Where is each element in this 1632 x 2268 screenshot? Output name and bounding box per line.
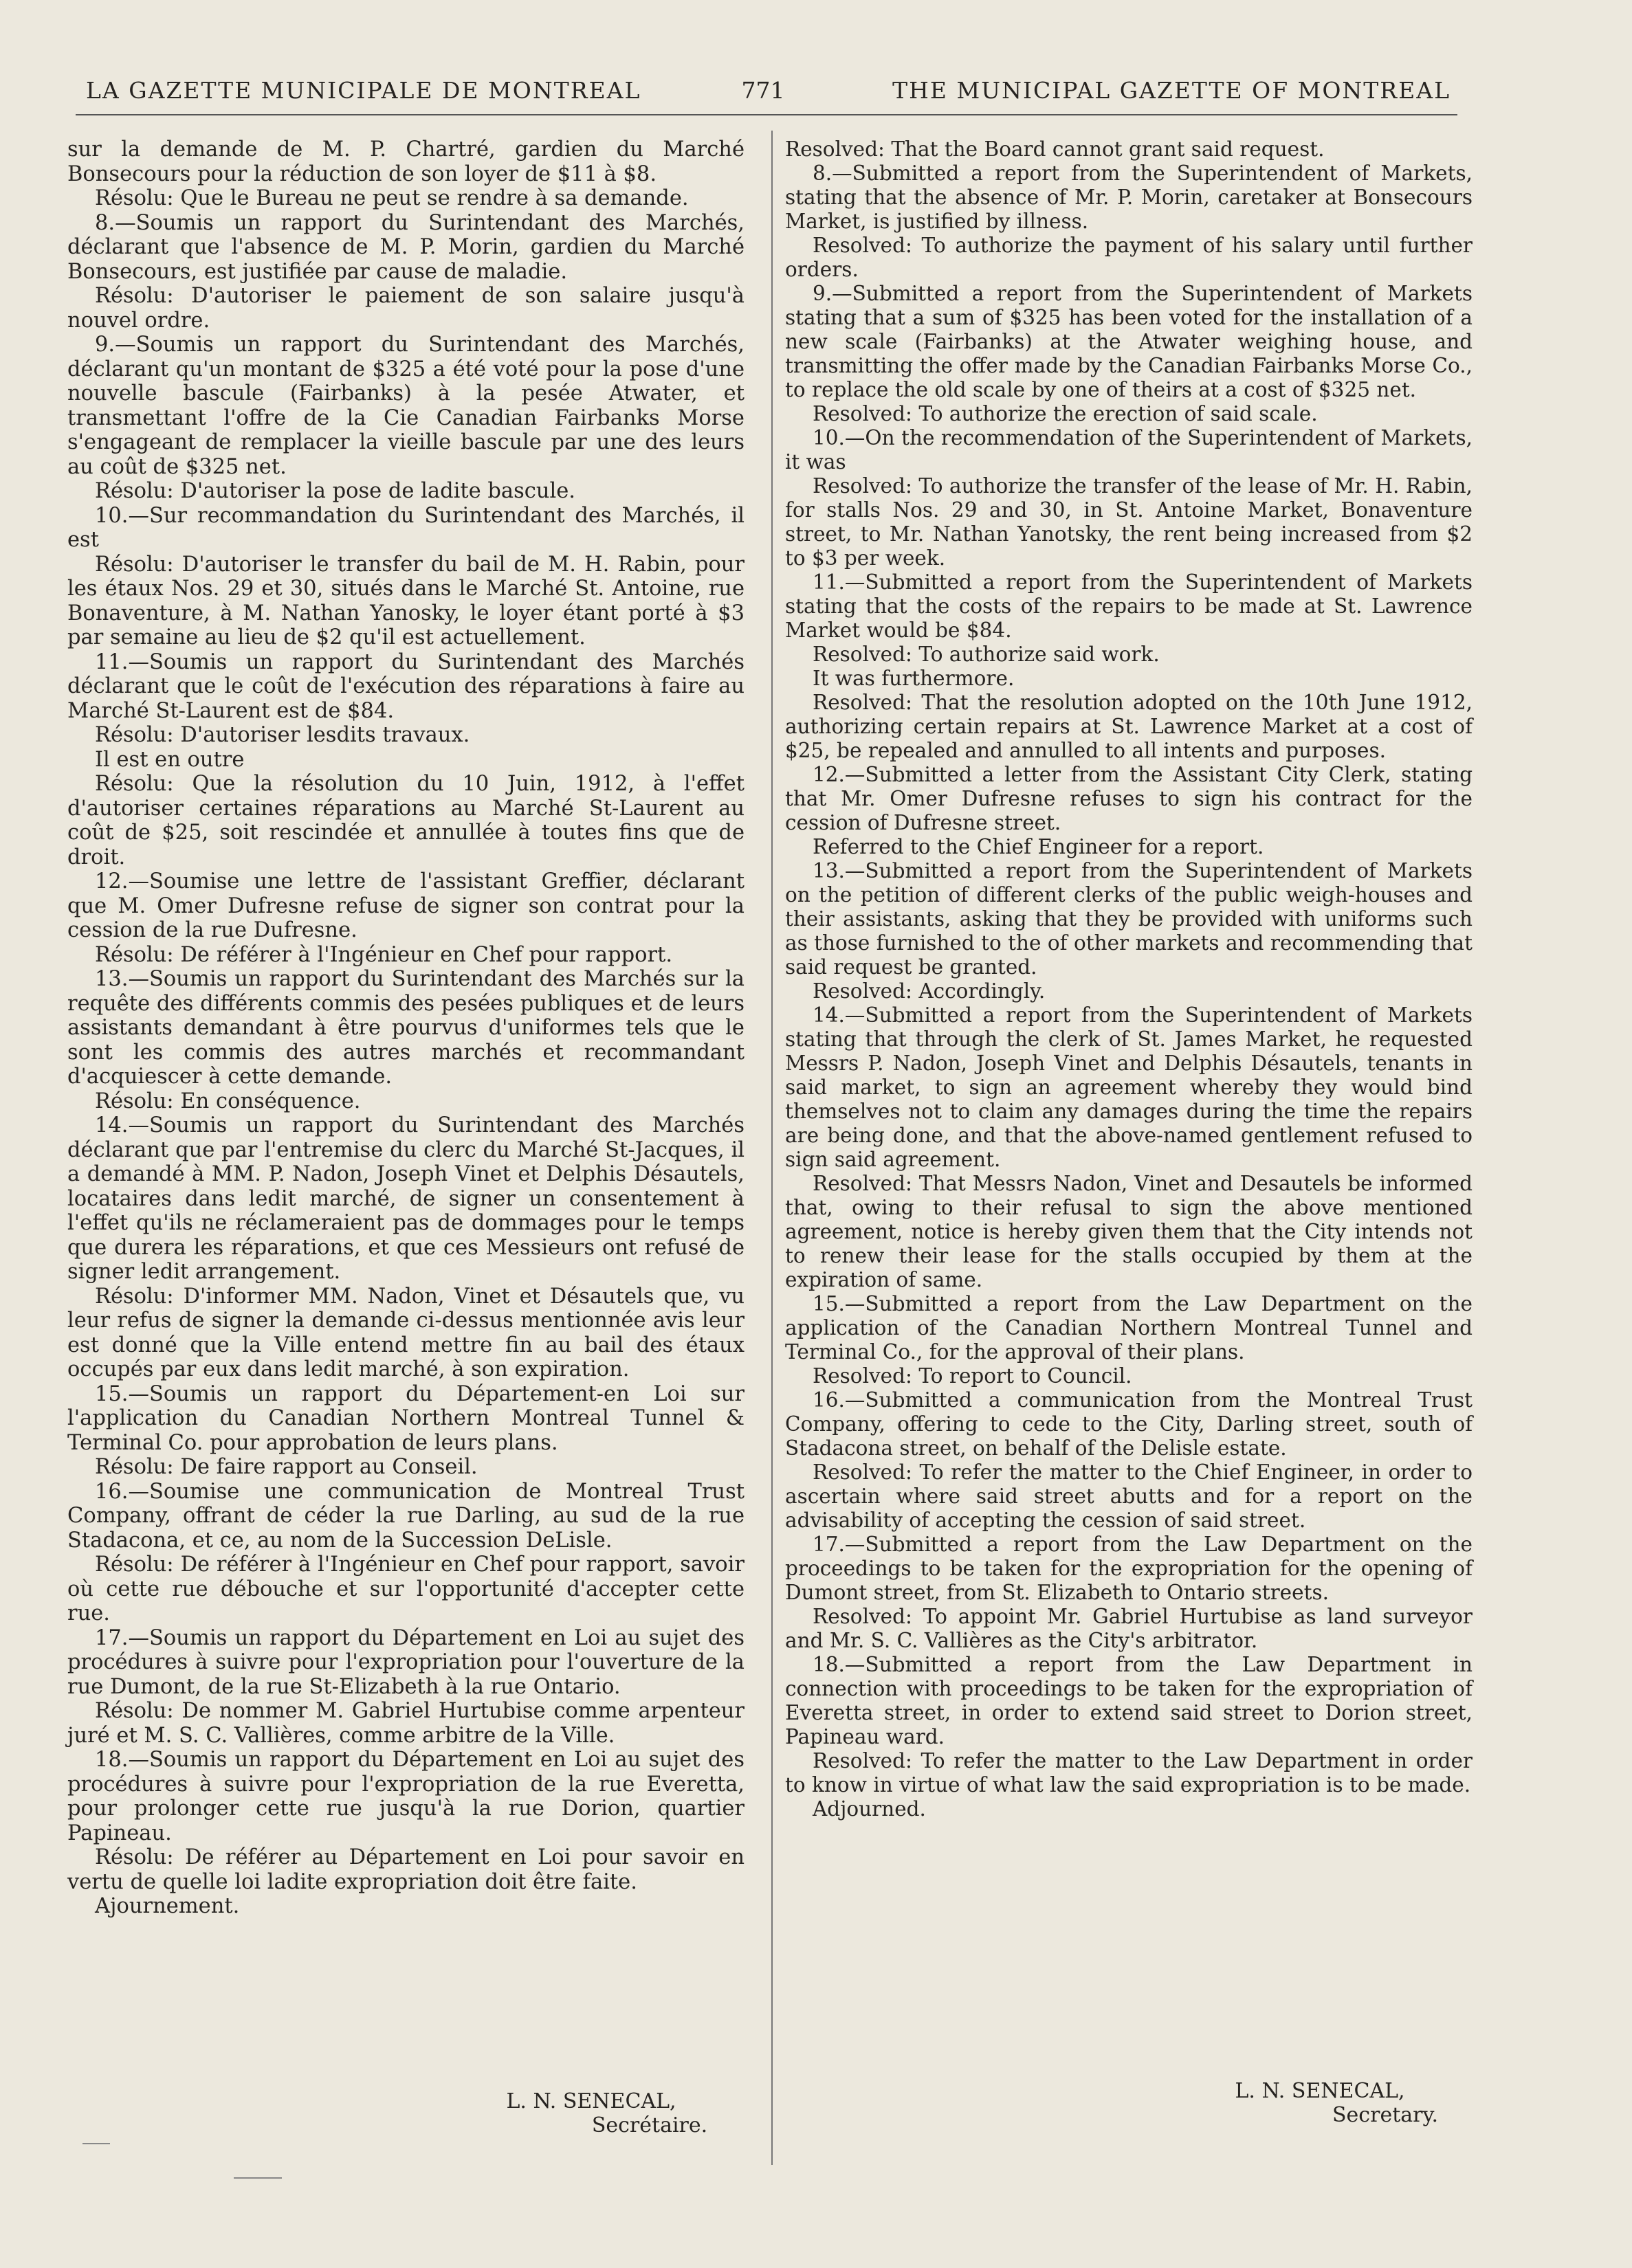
english-paragraph: Resolved: That the resolution adopted on the 10th June 1912, authorizing certain repairs at St. Lawrence Market at a cost of $25, be repealed and annulled to all intents and purposes. (785, 691, 1473, 762)
french-paragraph: Résolu: Que le Bureau ne peut se rendre à sa demande. (95, 186, 689, 210)
french-paragraph: Résolu: D'autoriser le paiement de son salaire jusqu'à nouvel ordre. (67, 284, 745, 333)
english-paragraph: Referred to the Chief Engineer for a report. (813, 835, 1264, 858)
english-paragraph: Adjourned. (813, 1797, 926, 1821)
french-paragraph: Résolu: De nommer M. Gabriel Hurtubise comme arpenteur juré et M. S. C. Vallières, comme arbitre de la Ville. (67, 1699, 745, 1748)
english-paragraph: 14.—Submitted a report from the Superintendent of Markets stating that through the clerk of St. James Market, he requested Messrs P. Nadon, Joseph Vinet and Delphis Désautels, tenants in said market, to sign an agreement whereby they would bind themselves not to claim any damages during the time the repairs are being done, and that the above-named gentlement refused to sign said agreement. (785, 1003, 1473, 1171)
english-paragraph: Resolved: To authorize said work. (813, 643, 1160, 666)
header-french-title: LA GAZETTE MUNICIPALE DE MONTREAL (86, 77, 641, 104)
english-paragraph: 11.—Submitted a report from the Superintendent of Markets stating that the costs of the repairs to be made at St. Lawrence Market would be $84. (785, 570, 1473, 642)
french-paragraph: 10.—Sur recommandation du Surintendant des Marchés, il est (67, 503, 745, 552)
french-paragraph: sur la demande de M. P. Chartré, gardien du Marché Bonsecours pour la réduction de son loyer de $11 à $8. (67, 137, 745, 186)
french-column (67, 137, 745, 1919)
french-paragraph: 12.—Soumise une lettre de l'assistant Greffier, déclarant que M. Omer Dufresne refuse de signer son contrat pour la cession de la rue Dufresne. (67, 869, 745, 942)
english-paragraph: Resolved: To appoint Mr. Gabriel Hurtubise as land surveyor and Mr. S. C. Vallières as the City's arbitrator. (785, 1605, 1473, 1652)
english-paragraph: 18.—Submitted a report from the Law Department in connection with proceedings to be taken for the expropriation of Everetta street, in order to extend said street to Dorion street, Papineau ward. (785, 1653, 1473, 1748)
english-paragraph: It was furthermore. (813, 667, 1015, 690)
french-paragraph: Il est en outre (95, 747, 245, 772)
english-signature (1169, 2079, 1471, 2127)
french-paragraph: Résolu: D'autoriser lesdits travaux. (95, 723, 470, 747)
french-paragraph: 14.—Soumis un rapport du Surintendant des Marchés déclarant que par l'entremise du clerc du Marché St-Jacques, il a demandé à MM. P. Nadon, Joseph Vinet et Delphis Désautels, locataires dans ledit marché, de signer un consentement à l'effet qu'ils ne réclameraient pas de dommages pour le temps que durera les réparations, et que ces Messieurs ont refusé de signer ledit arrangement. (67, 1113, 745, 1284)
english-paragraph: Resolved: Accordingly. (813, 979, 1046, 1003)
french-paragraph: Résolu: Que la résolution du 10 Juin, 1912, à l'effet d'autoriser certaines réparations au Marché St-Laurent au coût de $25, soit rescindée et annullée à toutes fins que de droit. (67, 772, 745, 869)
french-paragraph: 8.—Soumis un rapport du Surintendant des Marchés, déclarant que l'absence de M. P. Morin, gardien du Marché Bonsecours, est justifiée par cause de maladie. (67, 210, 745, 284)
english-paragraph: Resolved: To authorize the erection of said scale. (813, 402, 1318, 425)
english-paragraph: 12.—Submitted a letter from the Assistant City Clerk, stating that Mr. Omer Dufresne refuses to sign his contract for the cession of Dufresne street. (785, 763, 1473, 834)
english-signature-name: L. N. SENECAL, (1235, 2079, 1405, 2103)
column-divider (771, 131, 773, 2165)
french-paragraph: Résolu: De référer à l'Ingénieur en Chef pour rapport, savoir où cette rue débouche et sur l'opportunité d'accepter cette rue. (67, 1553, 745, 1625)
french-paragraph: Résolu: De référer au Département en Loi pour savoir en vertu de quelle loi ladite expropriation doit être faite. (67, 1845, 745, 1894)
english-column (785, 137, 1473, 1821)
english-paragraph: Resolved: To authorize the transfer of the lease of Mr. H. Rabin, for stalls Nos. 29 and 30, in St. Antoine Market, Bonaventure street, to Mr. Nathan Yanotsky, the rent being increased from $2 to $3 per week. (785, 474, 1473, 570)
header-rule (76, 114, 1457, 115)
french-paragraph: Ajournement. (95, 1894, 240, 1918)
english-paragraph: Resolved: That the Board cannot grant said request. (785, 137, 1325, 161)
print-mark (82, 2143, 110, 2144)
french-paragraph: Résolu: D'autoriser le transfer du bail de M. H. Rabin, pour les étaux Nos. 29 et 30, situés dans le Marché St. Antoine, rue Bonaventure, à M. Nathan Yanosky, le loyer étant porté à $3 par semaine au lieu de $2 qu'il est actuellement. (67, 552, 745, 649)
french-signature (447, 2089, 736, 2137)
english-paragraph: 17.—Submitted a report from the Law Department on the proceedings to be taken for the expropriation for the opening of Dumont street, from St. Elizabeth to Ontario streets. (785, 1533, 1473, 1604)
english-paragraph: Resolved: To authorize the payment of his salary until further orders. (785, 234, 1473, 281)
page-number: 771 (741, 77, 785, 104)
french-paragraph: 11.—Soumis un rapport du Surintendant des Marchés déclarant que le coût de l'exécution des réparations à faire au Marché St-Laurent est de $84. (67, 649, 745, 723)
english-paragraph: 10.—On the recommendation of the Superintendent of Markets, it was (785, 426, 1473, 474)
english-paragraph: Resolved: To refer the matter to the Law Department in order to know in virtue of what law the said expropriation is to be made. (785, 1749, 1473, 1797)
english-paragraph: 16.—Submitted a communication from the Montreal Trust Company, offering to cede to the City, Darling street, south of Stadacona street, on behalf of the Delisle estate. (785, 1388, 1473, 1460)
english-paragraph: 15.—Submitted a report from the Law Department on the application of the Canadian Northern Montreal Tunnel and Terminal Co., for the approval of their plans. (785, 1292, 1473, 1364)
french-paragraph: 17.—Soumis un rapport du Département en Loi au sujet des procédures à suivre pour l'expropriation pour l'ouverture de la rue Dumont, de la rue St-Elizabeth à la rue Ontario. (67, 1625, 745, 1699)
french-paragraph: Résolu: De faire rapport au Conseil. (95, 1455, 478, 1479)
french-paragraph: 9.—Soumis un rapport du Surintendant des Marchés, déclarant qu'un montant de $325 a été voté pour la pose d'une nouvelle bascule (Fairbanks) à la pesée Atwater, et transmettant l'offre de la Cie Canadian Fairbanks Morse s'engageant de remplacer la vieille bascule par une des leurs au coût de $325 net. (67, 333, 745, 479)
english-paragraph: Resolved: That Messrs Nadon, Vinet and Desautels be informed that, owing to their refusal to sign the above mentioned agreement, notice is hereby given them that the City intends not to renew their lease for the stalls occupied by them at the expiration of same. (785, 1172, 1473, 1291)
french-paragraph: Résolu: D'informer MM. Nadon, Vinet et Désautels que, vu leur refus de signer la demande ci-dessus mentionnée avis leur est donné que la Ville entend mettre fin au bail des étaux occupés par eux dans ledit marché, à son expiration. (67, 1284, 745, 1381)
french-paragraph: 13.—Soumis un rapport du Surintendant des Marchés sur la requête des différents commis des pesées publiques et de leurs assistants demandant à être pourvus d'uniformes tels que le sont les commis des autres marchés et recommandant d'acquiescer à cette demande. (67, 967, 745, 1089)
french-signature-title: Secrétaire. (591, 2113, 708, 2137)
page-header (0, 69, 1632, 111)
header-english-title: THE MUNICIPAL GAZETTE OF MONTREAL (892, 77, 1451, 104)
french-signature-name: L. N. SENECAL, (506, 2089, 676, 2113)
french-paragraph: 16.—Soumise une communication de Montreal Trust Company, offrant de céder la rue Darling, au sud de la rue Stadacona, et ce, au nom de la Succession DeLisle. (67, 1479, 745, 1553)
english-paragraph: 13.—Submitted a report from the Superintendent of Markets on the petition of different clerks of the public weigh-houses and their assistants, asking that they be provided with uniforms such as those furnished to the of other markets and recommending that said request be granted. (785, 859, 1473, 979)
english-paragraph: Resolved: To refer the matter to the Chief Engineer, in order to ascertain where said street abutts and for a report on the advisability of accepting the cession of said street. (785, 1460, 1473, 1532)
english-paragraph: 9.—Submitted a report from the Superintendent of Markets stating that a sum of $325 has been voted for the installation of a new scale (Fairbanks) at the Atwater weighing house, and transmitting the offer made by the Canadian Fairbanks Morse Co., to replace the old scale by one of theirs at a cost of $325 net. (785, 282, 1473, 401)
french-paragraph: Résolu: De référer à l'Ingénieur en Chef pour rapport. (95, 942, 673, 967)
print-mark (234, 2177, 282, 2179)
english-signature-title: Secretary. (1332, 2103, 1438, 2127)
french-paragraph: 18.—Soumis un rapport du Département en Loi au sujet des procédures à suivre pour l'expropriation de la rue Everetta, pour prolonger cette rue jusqu'à la rue Dorion, quartier Papineau. (67, 1748, 745, 1845)
english-paragraph: 8.—Submitted a report from the Superintendent of Markets, stating that the absence of Mr. P. Morin, caretaker at Bonsecours Market, is justified by illness. (785, 162, 1473, 233)
french-paragraph: Résolu: D'autoriser la pose de ladite bascule. (95, 479, 575, 503)
english-paragraph: Resolved: To report to Council. (813, 1364, 1132, 1388)
french-paragraph: Résolu: En conséquence. (95, 1089, 361, 1113)
french-paragraph: 15.—Soumis un rapport du Département-en Loi sur l'application du Canadian Northern Montreal Tunnel & Terminal Co. pour approbation de leurs plans. (67, 1381, 745, 1455)
